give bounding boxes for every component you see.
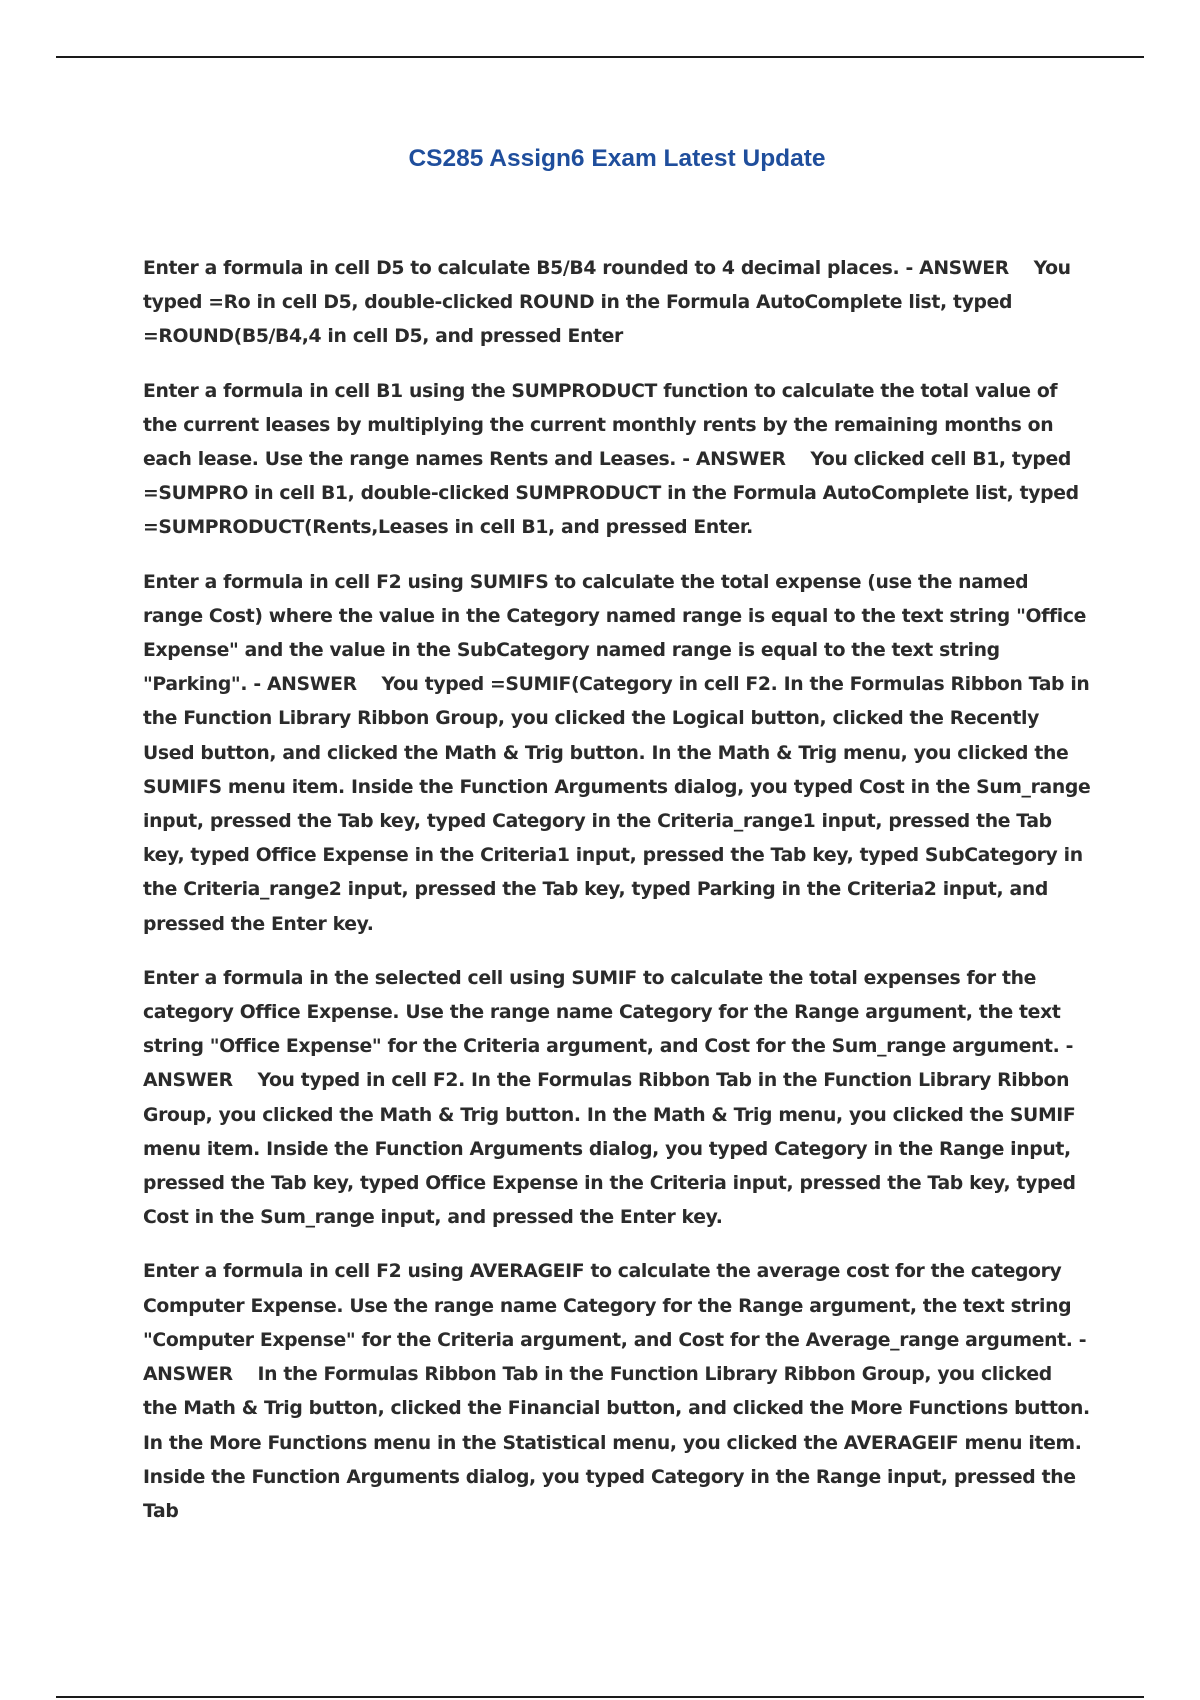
question-text: Enter a formula in cell D5 to calculate B5/B4 rounded to 4 decimal places. <box>143 258 900 279</box>
document-title: CS285 Assign6 Exam Latest Update <box>408 145 826 172</box>
question-text: Enter a formula in cell B1 using the SUMPRODUCT function to calculate the total value of the current leases by multiplying the current monthly rents by the remaining months on each lease. Use the range names Rents and Leases. <box>143 380 1058 471</box>
bottom-rule <box>56 1696 1144 1698</box>
qa-item <box>143 566 1091 942</box>
answer-marker: - ANSWER <box>143 1036 1074 1092</box>
qa-item <box>143 252 1091 355</box>
answer-text: You typed =Ro in cell D5, double-clicked ROUND in the Formula AutoComplete list, typed =ROUND(B5/B4,4 in cell D5, and pressed Enter <box>143 258 1071 348</box>
question-text: Enter a formula in cell F2 using AVERAGEIF to calculate the average cost for the category Computer Expense. Use the range name Category for the Range argument, the text string "Computer Expense" for the Criteria argument, and Cost for the Average_range argument. <box>143 1261 1073 1351</box>
answer-marker: - ANSWER <box>905 258 1009 279</box>
qa-item <box>143 1255 1091 1529</box>
answer-text: You typed in cell F2. In the Formulas Ribbon Tab in the Function Library Ribbon Group, you clicked the Math & Trig button. In the Math & Trig menu, you clicked the SUMIF menu item. Inside the Function Arguments dialog, you typed Category in the Range input, pressed the Tab key, typed Office Expense in the Criteria input, pressed the Tab key, typed Cost in the Sum_range input, and pressed the Enter key. <box>143 1070 1076 1229</box>
answer-marker: - ANSWER <box>143 1329 1087 1386</box>
qa-item <box>143 962 1091 1236</box>
qa-item <box>143 375 1091 546</box>
answer-text: You clicked cell B1, typed =SUMPRO in cell B1, double-clicked SUMPRODUCT in the Formula AutoComplete list, typed =SUMPRODUCT(Rents,Leases in cell B1, and pressed Enter. <box>143 449 1079 539</box>
answer-marker: - ANSWER <box>682 449 786 471</box>
answer-text: In the Formulas Ribbon Tab in the Function Library Ribbon Group, you clicked the Math & Trig button, clicked the Financial button, and clicked the More Functions button. In the More Functions menu in the Statistical menu, you clicked the AVERAGEIF menu item. Inside the Function Arguments dialog, you typed Category in the Range input, pressed the Tab <box>143 1364 1090 1522</box>
question-text: Enter a formula in cell F2 using SUMIFS to calculate the total expense (use the named range Cost) where the value in the Category named range is equal to the text string "Office Expense" and the value in the SubCategory named range is equal to the text string "Parking". <box>143 571 1087 696</box>
top-rule <box>56 56 1144 58</box>
answer-text: You typed =SUMIF(Category in cell F2. In the Formulas Ribbon Tab in the Function Library Ribbon Group, you clicked the Logical button, clicked the Recently Used button, and clicked the Math & Trig button. In the Math & Trig menu, you clicked the SUMIFS menu item. Inside the Function Arguments dialog, you typed Cost in the Sum_range input, pressed the Tab key, typed Category in the Criteria_range1 input, pressed the Tab key, typed Office Expense in the Criteria1 input, pressed the Tab key, typed SubCategory in the Criteria_range2 input, pressed the Tab key, typed Parking in the Criteria2 input, and pressed the Enter key. <box>143 674 1091 935</box>
answer-marker: - ANSWER <box>253 674 357 696</box>
question-text: Enter a formula in the selected cell using SUMIF to calculate the total expenses for the category Office Expense. Use the range name Category for the Range argument, the text string "Office Expense" for the Criteria argument, and Cost for the Sum_range argument. <box>143 967 1061 1058</box>
document-body <box>143 252 1091 1549</box>
